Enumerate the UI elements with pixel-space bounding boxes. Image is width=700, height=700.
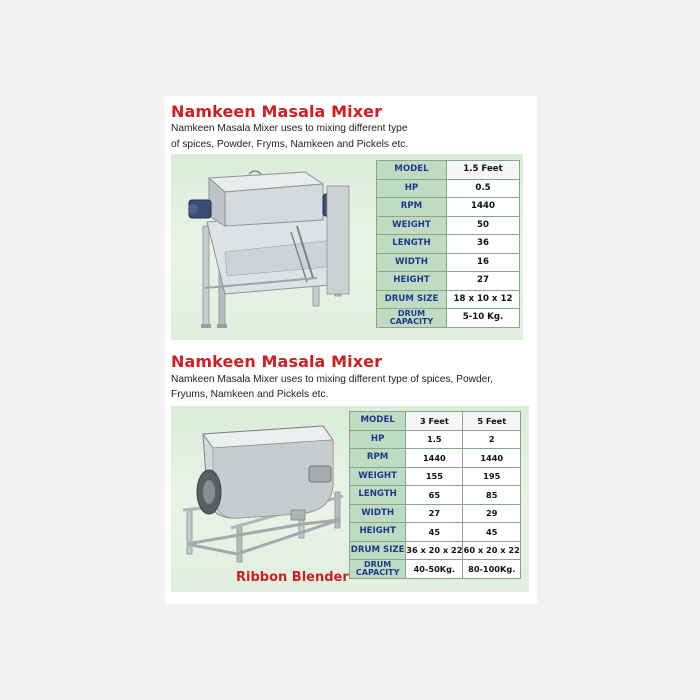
spec-value-col-2: 29 xyxy=(463,504,521,523)
spec-value-col-1: 27 xyxy=(406,504,463,523)
spec-value-col-1: 155 xyxy=(406,467,463,486)
section-1-description-line-2: of spices, Powder, Fryms, Namkeen and Pickels etc. xyxy=(171,139,409,150)
table-row xyxy=(377,272,520,291)
table-row xyxy=(350,523,521,542)
table-row xyxy=(350,560,521,579)
spec-label-line: CAPACITY xyxy=(389,316,434,326)
table-row xyxy=(377,179,520,198)
spec-label: WIDTH xyxy=(350,504,406,523)
table-row xyxy=(350,541,521,560)
masala-mixer-image xyxy=(185,166,363,336)
spec-label-line: CAPACITY xyxy=(355,567,400,577)
table-row xyxy=(350,449,521,468)
table-row xyxy=(350,412,521,431)
section-1-spec-table xyxy=(376,160,520,328)
section-2-description-line-2: Fryums, Namkeen and Pickels etc. xyxy=(171,389,329,400)
spec-label: HP xyxy=(350,430,406,449)
catalog-page xyxy=(165,96,537,604)
spec-label: MODEL xyxy=(350,412,406,431)
section-2-spec-table xyxy=(349,411,521,579)
spec-value-col-2: 1440 xyxy=(463,449,521,468)
spec-value-col-1: 3 Feet xyxy=(406,412,463,431)
section-2-description-line-1: Namkeen Masala Mixer uses to mixing different type of spices, Powder, xyxy=(171,374,493,385)
spec-label: RPM xyxy=(350,449,406,468)
spec-value-col-1: 65 xyxy=(406,486,463,505)
spec-value-col-2: 5 Feet xyxy=(463,412,521,431)
spec-value-col-2: 80-100Kg. xyxy=(463,560,521,579)
spec-value-col-2: 85 xyxy=(463,486,521,505)
spec-value: 36 xyxy=(446,235,519,254)
spec-label: DRUM SIZE xyxy=(350,541,406,560)
table-row xyxy=(350,504,521,523)
spec-label: HEIGHT xyxy=(377,272,447,291)
spec-value: 16 xyxy=(446,253,519,272)
spec-label-line: DRUM xyxy=(397,308,426,318)
table-row xyxy=(377,290,520,309)
spec-value: 0.5 xyxy=(446,179,519,198)
ribbon-blender-image xyxy=(173,416,349,566)
section-1-title: Namkeen Masala Mixer xyxy=(171,102,383,121)
spec-label: RPM xyxy=(377,198,447,217)
spec-value: 50 xyxy=(446,216,519,235)
table-row xyxy=(350,430,521,449)
table-row xyxy=(377,235,520,254)
spec-value-col-1: 45 xyxy=(406,523,463,542)
spec-value-col-1: 1440 xyxy=(406,449,463,468)
spec-label: HEIGHT xyxy=(350,523,406,542)
spec-label: LENGTH xyxy=(377,235,447,254)
table-row xyxy=(377,216,520,235)
spec-value: 27 xyxy=(446,272,519,291)
spec-value-col-2: 195 xyxy=(463,467,521,486)
spec-label: HP xyxy=(377,179,447,198)
table-row xyxy=(377,309,520,328)
ribbon-blender-label: Ribbon Blender xyxy=(236,570,349,585)
section-2-title: Namkeen Masala Mixer xyxy=(171,352,383,371)
spec-label: DRUM SIZE xyxy=(377,290,447,309)
table-row xyxy=(377,253,520,272)
spec-value-col-2: 2 xyxy=(463,430,521,449)
spec-value: 1.5 Feet xyxy=(446,161,519,180)
section-1-description-line-1: Namkeen Masala Mixer uses to mixing different type xyxy=(171,123,408,134)
spec-label: WIDTH xyxy=(377,253,447,272)
table-row xyxy=(377,161,520,180)
table-row xyxy=(350,467,521,486)
spec-label-drum-capacity xyxy=(377,309,447,328)
spec-value: 5-10 Kg. xyxy=(446,309,519,328)
spec-label: WEIGHT xyxy=(377,216,447,235)
spec-label-drum-capacity xyxy=(350,560,406,579)
spec-value: 18 x 10 x 12 xyxy=(446,290,519,309)
spec-label: WEIGHT xyxy=(350,467,406,486)
spec-value: 1440 xyxy=(446,198,519,217)
spec-label-line: DRUM xyxy=(364,559,392,569)
spec-value-col-2: 60 x 20 x 22 xyxy=(463,541,521,560)
table-row xyxy=(350,486,521,505)
spec-value-col-1: 40-50Kg. xyxy=(406,560,463,579)
spec-label: MODEL xyxy=(377,161,447,180)
spec-value-col-1: 36 x 20 x 22 xyxy=(406,541,463,560)
spec-value-col-2: 45 xyxy=(463,523,521,542)
spec-label: LENGTH xyxy=(350,486,406,505)
table-row xyxy=(377,198,520,217)
spec-value-col-1: 1.5 xyxy=(406,430,463,449)
